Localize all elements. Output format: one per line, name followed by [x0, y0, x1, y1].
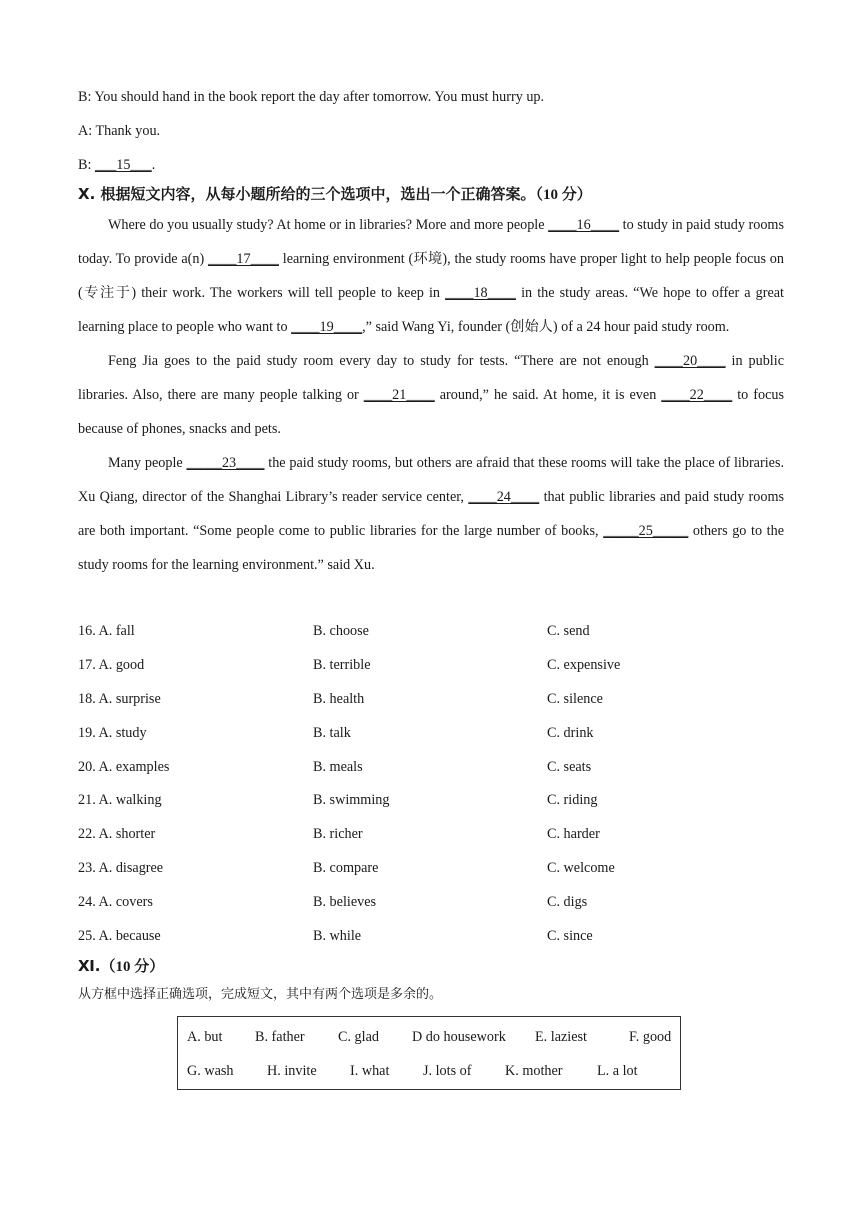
speaker-label: A: [78, 123, 93, 139]
question-row [78, 621, 784, 641]
dialogue-line [78, 87, 544, 107]
passage-text: in the study areas. “We hope to offer a great learning place to people who want to [78, 285, 784, 335]
passage-text: to study in paid study rooms today. To provide a(n) [78, 217, 784, 267]
section-xi-heading [78, 956, 164, 977]
word-bank-box [177, 1016, 681, 1090]
passage-text: Feng Jia goes to the paid study room every day to study for tests. “There are not enough [108, 353, 655, 369]
blank-24[interactable]: ____24____ [468, 489, 540, 505]
option-a[interactable]: 19. A. study [78, 725, 147, 741]
dialogue-line [78, 155, 155, 175]
option-b[interactable]: B. talk [313, 725, 351, 741]
word-option[interactable]: I. what [350, 1063, 390, 1079]
option-b[interactable]: B. health [313, 691, 365, 707]
word-option[interactable]: E. laziest [535, 1029, 587, 1045]
option-b[interactable]: B. richer [313, 826, 363, 842]
option-b[interactable]: B. meals [313, 759, 363, 775]
word-option[interactable]: G. wash [187, 1063, 234, 1079]
blank-22[interactable]: ____22____ [661, 387, 733, 403]
option-a[interactable]: 18. A. surprise [78, 691, 161, 707]
blank-16[interactable]: ____16____ [548, 217, 620, 233]
passage-text: that public libraries and paid study rooms are both important. “Some people come to public libraries for the large number of books, [78, 489, 784, 539]
section-x-title: Ⅹ. 根据短文内容，从每小题所给的三个选项中，选出一个正确答案。 [78, 185, 536, 203]
blank-19[interactable]: ____19____ [291, 319, 363, 335]
passage-text: ,” said Wang Yi, founder (创始人) of a 24 hour paid study room. [362, 319, 730, 335]
section-xi-score: （10 分） [100, 959, 165, 975]
blank-17[interactable]: ____17____ [208, 251, 279, 267]
passage-paragraph-3 [78, 446, 784, 582]
blank-15[interactable]: ___15___ [94, 157, 152, 173]
option-a[interactable]: 17. A. good [78, 657, 145, 673]
blank-20[interactable]: ____20____ [654, 353, 726, 369]
question-row [78, 689, 784, 709]
dialogue-line [78, 121, 160, 141]
question-row [78, 892, 784, 912]
passage-paragraph-2 [78, 344, 784, 446]
question-row [78, 655, 784, 675]
blank-18[interactable]: ____18____ [445, 285, 516, 301]
passage-text: learning environment (环境), the study rooms have proper light to help people focus on (专注于) their work. The workers will tell people to keep in [78, 251, 784, 301]
speaker-label: B: [78, 157, 92, 173]
passage-text: to focus because of phones, snacks and pets. [78, 387, 784, 437]
passage-paragraph-1 [78, 208, 784, 344]
word-bank-row [187, 1061, 677, 1081]
word-option[interactable]: F. good [629, 1029, 672, 1045]
passage-text: in public libraries. Also, there are many people talking or [78, 353, 784, 403]
passage-text: the paid study rooms, but others are afraid that these rooms will take the place of libraries. Xu Qiang, director of the Shanghai Library’s reader service center, [78, 455, 785, 505]
word-option[interactable]: C. glad [338, 1029, 379, 1045]
section-xi-title: Ⅺ. [78, 957, 101, 975]
question-row [78, 824, 784, 844]
question-row [78, 723, 784, 743]
section-x-heading [78, 184, 592, 205]
option-c[interactable]: C. drink [547, 725, 594, 741]
word-bank-row [187, 1027, 677, 1047]
option-b[interactable]: B. while [313, 928, 362, 944]
option-a[interactable]: 25. A. because [78, 928, 161, 944]
option-c[interactable]: C. riding [547, 792, 598, 808]
option-c[interactable]: C. digs [547, 894, 588, 910]
option-c[interactable]: C. expensive [547, 657, 621, 673]
passage-text: others go to the study rooms for the learning environment.” said Xu. [78, 523, 784, 573]
section-x-score: （10 分） [535, 187, 592, 203]
word-option[interactable]: A. but [187, 1029, 223, 1045]
passage-text: around,” he said. At home, it is even [434, 387, 662, 403]
question-row [78, 858, 784, 878]
option-b[interactable]: B. terrible [313, 657, 371, 673]
option-b[interactable]: B. swimming [313, 792, 390, 808]
dialogue-text: Thank you. [95, 123, 161, 139]
option-a[interactable]: 16. A. fall [78, 623, 135, 639]
option-c[interactable]: C. welcome [547, 860, 615, 876]
option-a[interactable]: 21. A. walking [78, 792, 162, 808]
option-b[interactable]: B. compare [313, 860, 379, 876]
word-option[interactable]: K. mother [505, 1063, 563, 1079]
blank-25[interactable]: _____25_____ [603, 523, 689, 539]
option-c[interactable]: C. harder [547, 826, 600, 842]
option-a[interactable]: 23. A. disagree [78, 860, 164, 876]
blank-23[interactable]: _____23____ [186, 455, 265, 471]
section-xi-instruction: 从方框中选择正确选项，完成短文，其中有两个选项是多余的。 [78, 987, 443, 1002]
dialogue-end: . [151, 157, 156, 173]
option-a[interactable]: 24. A. covers [78, 894, 153, 910]
cloze-passage [78, 208, 784, 582]
word-option[interactable]: J. lots of [423, 1063, 472, 1079]
question-row [78, 926, 784, 946]
question-row [78, 790, 784, 810]
word-option[interactable]: D do housework [412, 1029, 506, 1045]
option-a[interactable]: 22. A. shorter [78, 826, 156, 842]
word-option[interactable]: B. father [255, 1029, 305, 1045]
speaker-label: B: [78, 89, 92, 105]
passage-text: Many people [108, 455, 187, 471]
option-c[interactable]: C. silence [547, 691, 603, 707]
option-a[interactable]: 20. A. examples [78, 759, 170, 775]
word-option[interactable]: H. invite [267, 1063, 317, 1079]
option-c[interactable]: C. since [547, 928, 593, 944]
dialogue-text: You should hand in the book report the day after tomorrow. You must hurry up. [94, 89, 545, 105]
option-c[interactable]: C. seats [547, 759, 592, 775]
option-b[interactable]: B. believes [313, 894, 377, 910]
word-option[interactable]: L. a lot [597, 1063, 638, 1079]
option-b[interactable]: B. choose [313, 623, 369, 639]
blank-21[interactable]: ____21____ [363, 387, 435, 403]
option-c[interactable]: C. send [547, 623, 590, 639]
question-row [78, 757, 784, 777]
passage-text: Where do you usually study? At home or in libraries? More and more people [108, 217, 549, 233]
